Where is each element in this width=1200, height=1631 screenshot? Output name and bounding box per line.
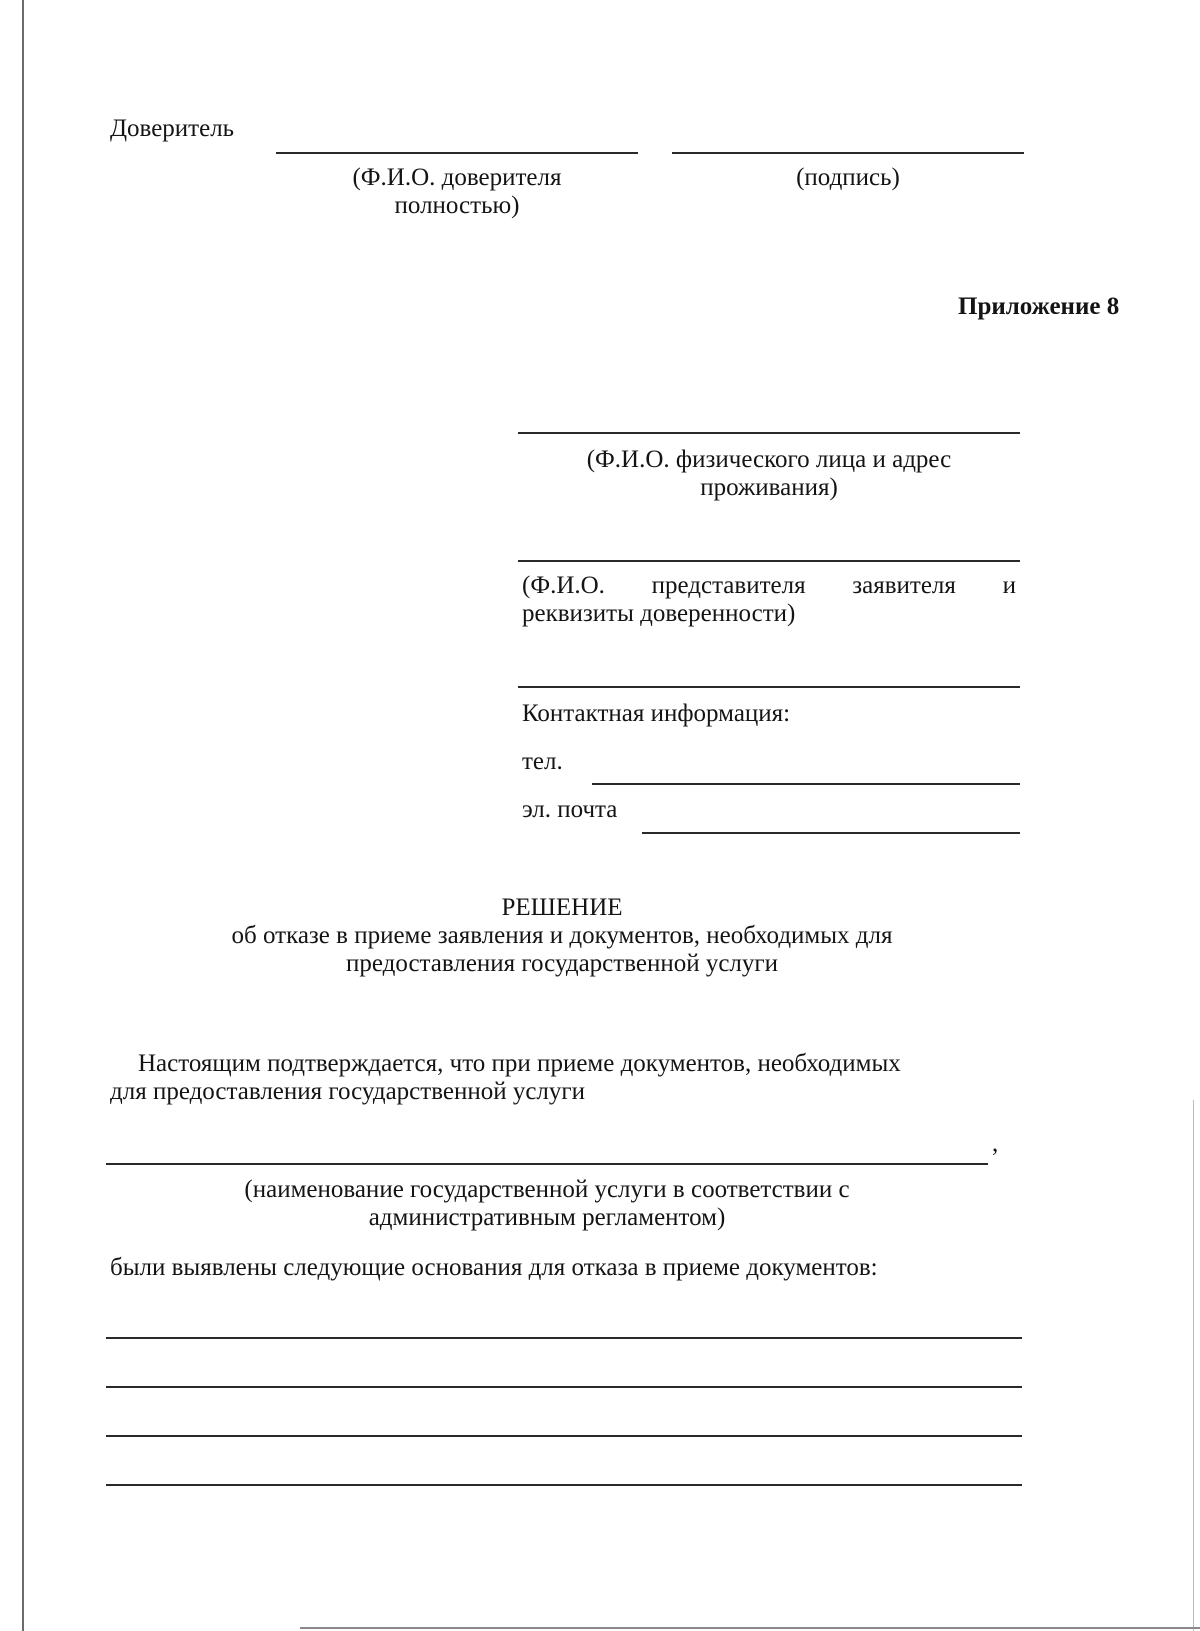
grantor-signature-caption: (подпись) xyxy=(796,164,900,191)
rep-caption-word: заявителя xyxy=(852,572,956,599)
service-caption-2: административным регламентом) xyxy=(368,1204,726,1231)
rep-caption-word: и xyxy=(1002,572,1016,599)
grantor-signature-line[interactable] xyxy=(672,152,1024,154)
scan-edge-left xyxy=(22,0,24,1631)
grantor-name-caption-1: (Ф.И.О. доверителя xyxy=(352,164,562,191)
person-caption-1: (Ф.И.О. физического лица и адрес xyxy=(586,446,952,473)
phone-label: тел. xyxy=(522,748,563,775)
service-name-line[interactable] xyxy=(106,1163,988,1165)
representative-line[interactable] xyxy=(518,560,1020,562)
body-paragraph-2: для предоставления государственной услуги xyxy=(110,1078,586,1105)
grounds-line-3[interactable] xyxy=(106,1435,1022,1437)
representative-caption-1 xyxy=(522,572,1016,600)
decision-title: РЕШЕНИЕ xyxy=(501,894,623,921)
decision-subtitle-2: предоставления государственной услуги xyxy=(345,950,779,977)
representative-caption-2: реквизиты доверенности) xyxy=(522,600,796,627)
contact-top-line xyxy=(518,686,1020,688)
email-label: эл. почта xyxy=(522,796,618,823)
decision-subtitle-1: об отказе в приеме заявления и документов, необходимых для xyxy=(231,922,893,949)
grantor-name-line[interactable] xyxy=(276,152,638,154)
grantor-label: Доверитель xyxy=(110,115,235,142)
person-caption-2: проживания) xyxy=(700,474,838,501)
email-line[interactable] xyxy=(642,832,1020,834)
scan-edge-bottom xyxy=(300,1627,1200,1629)
person-name-line[interactable] xyxy=(518,432,1020,434)
service-comma: , xyxy=(992,1130,999,1157)
rep-caption-word: представителя xyxy=(651,572,806,599)
scan-edge-right xyxy=(1193,1100,1194,1631)
contact-label: Контактная информация: xyxy=(522,700,791,727)
grounds-line-4[interactable] xyxy=(106,1484,1022,1486)
grantor-name-caption-2: полностью) xyxy=(394,192,520,219)
phone-line[interactable] xyxy=(592,783,1020,785)
service-caption-1: (наименование государственной услуги в соответствии с xyxy=(244,1176,850,1203)
grounds-line-1[interactable] xyxy=(106,1337,1022,1339)
rep-caption-word: (Ф.И.О. xyxy=(522,572,605,599)
grounds-line-2[interactable] xyxy=(106,1386,1022,1388)
grounds-text: были выявлены следующие основания для отказа в приеме документов: xyxy=(110,1254,878,1281)
appendix-title: Приложение 8 xyxy=(958,293,1120,320)
body-paragraph-1: Настоящим подтверждается, что при приеме документов, необходимых xyxy=(138,1050,901,1077)
